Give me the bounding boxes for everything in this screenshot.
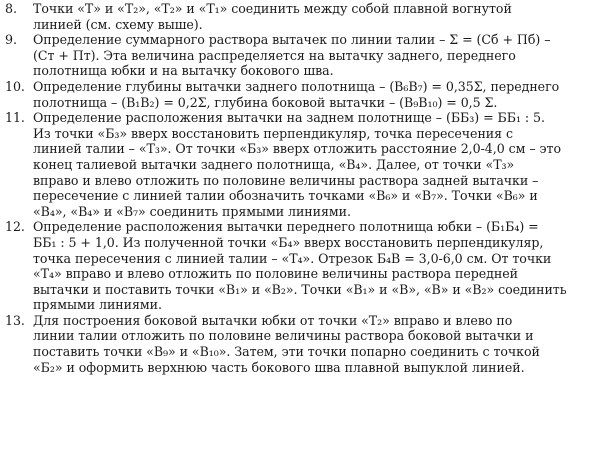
item-number: 9. — [5, 32, 17, 48]
text-line: (Ст + Пт). Эта величина распределяется на вытачку заднего, переднего — [33, 47, 516, 63]
text-line: Определение суммарного раствора вытачек по линии талии – Σ = (Сб + Пб) – — [33, 32, 551, 48]
text-line: линией талии – «Т₃». От точки «Б₃» вверх отложить расстояние 2,0-4,0 см – это — [33, 141, 561, 157]
text-line: поставить точки «В₉» и «В₁₀». Затем, эти точки попарно соединить с точкой — [33, 344, 540, 360]
text-line: полотнища юбки и на вытачку бокового шва. — [33, 63, 334, 79]
list-item-11 — [5, 110, 602, 219]
text-line: конец талиевой вытачки заднего полотнища, «В₄». Далее, от точки «Т₃» — [33, 156, 515, 172]
text-line: «Т₄» вправо и влево отложить по половине величины раствора передней — [33, 266, 518, 282]
text-line: точка пересечения с линией талии – «Т₄». Отрезок Б₄В = 3,0-6,0 см. От точки — [33, 250, 552, 266]
item-text — [33, 219, 602, 313]
list-item-8 — [5, 1, 602, 32]
text-line: вправо и влево отложить по половине величины раствора задней вытачки – — [33, 172, 539, 188]
text-line: вытачки и поставить точки «В₁» и «В₂». Точки «В₁» и «В», «В» и «В₂» соединить — [33, 281, 567, 297]
text-line: «Б₂» и оформить верхнюю часть бокового шва плавной выпуклой линией. — [33, 359, 525, 375]
item-text — [33, 79, 602, 110]
item-number: 13. — [5, 312, 25, 328]
text-line: Определение глубины вытачки заднего полотнища – (В₆В₇) = 0,35Σ, переднего — [33, 78, 560, 94]
text-line: прямыми линиями. — [33, 297, 162, 313]
item-number: 12. — [5, 219, 25, 235]
list-item-10 — [5, 79, 602, 110]
text-line: «В₄», «В₄» и «В₇» соединить прямыми линиями. — [33, 203, 351, 219]
text-line: Определение расположения вытачки переднего полотнища юбки – (Б₁Б₄) = — [33, 219, 539, 235]
list-item-9 — [5, 32, 602, 79]
text-line: Из точки «Б₃» вверх восстановить перпендикуляр, точка пересечения с — [33, 125, 513, 141]
text-line: полотнища – (В₁В₂) = 0,2Σ, глубина боковой вытачки – (В₉В₁₀) = 0,5 Σ. — [33, 94, 498, 110]
text-line: Для построения боковой вытачки юбки от точки «Т₂» вправо и влево по — [33, 312, 513, 328]
item-text — [33, 313, 602, 375]
item-number: 10. — [5, 78, 25, 94]
item-text — [33, 110, 602, 219]
list-item-13 — [5, 313, 602, 375]
item-number: 11. — [5, 110, 25, 126]
item-number: 8. — [5, 1, 17, 16]
text-line: Определение расположения вытачки на заднем полотнище – (ББ₃) = ББ₁ : 5. — [33, 110, 545, 126]
text-line: пересечение с линией талии обозначить точками «В₆» и «В₇». Точки «В₆» и — [33, 188, 538, 204]
item-text — [33, 32, 602, 79]
text-line: Точки «Т» и «Т₂», «Т₂» и «Т₁» соединить между собой плавной вогнутой — [33, 1, 512, 16]
item-text — [33, 1, 602, 32]
text-line: ББ₁ : 5 + 1,0. Из полученной точки «Б₄» вверх восстановить перпендикуляр, — [33, 234, 544, 250]
list-item-12 — [5, 219, 602, 313]
text-line: линией (см. схему выше). — [33, 16, 203, 32]
text-line: линии талии отложить по половине величины раствора боковой вытачки и — [33, 328, 534, 344]
